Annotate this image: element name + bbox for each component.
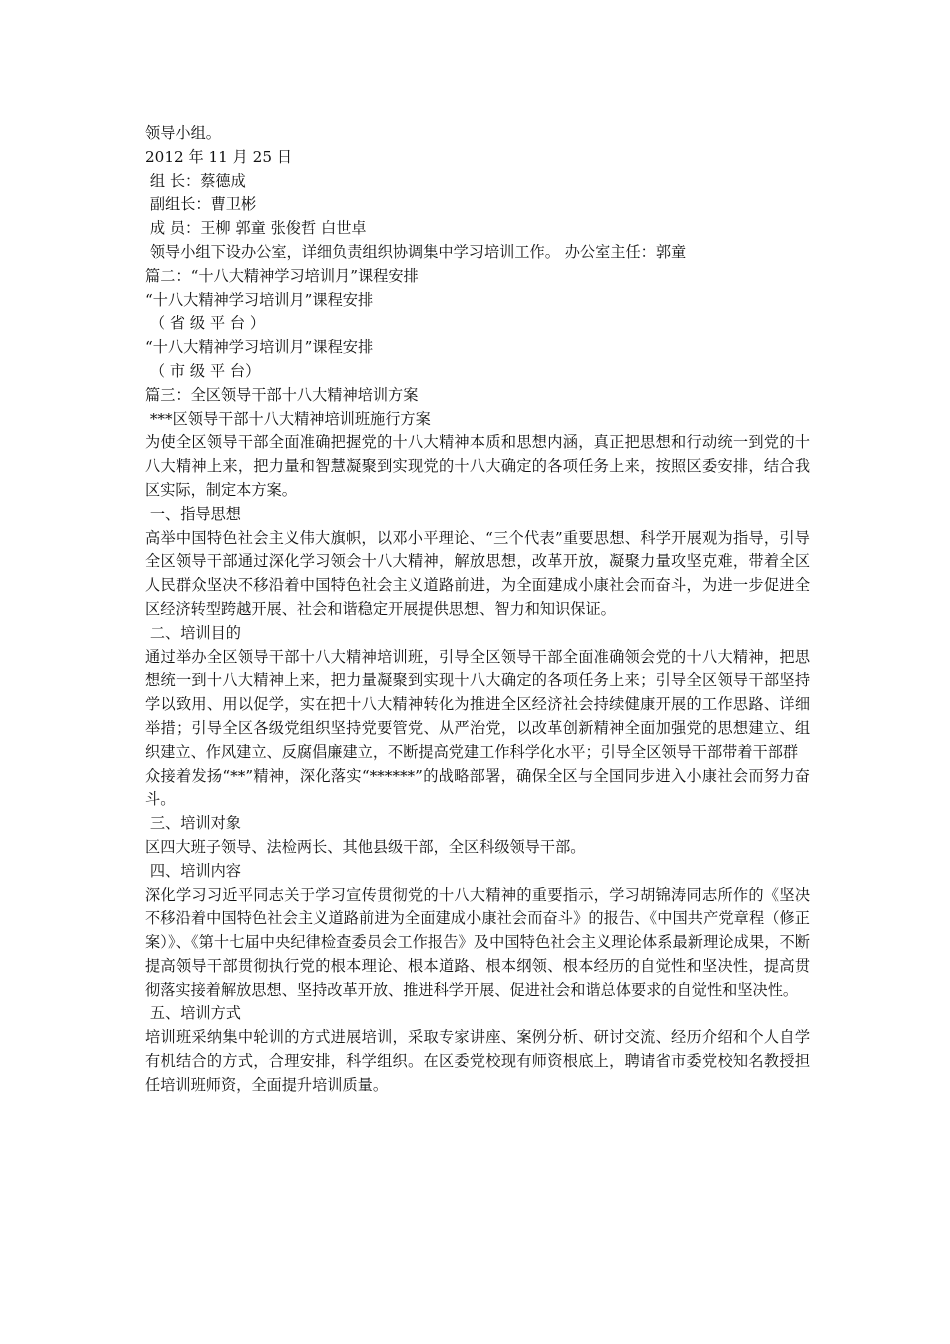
doc-section-heading-4: 四、培训内容: [145, 861, 241, 880]
doc-heading-part-two: 篇二：“十八大精神学习培训月”课程安排: [145, 266, 419, 285]
doc-platform-city: （ 市 级 平 台）: [145, 361, 261, 380]
doc-course-title-province: “十八大精神学习培训月”课程安排: [145, 290, 374, 309]
doc-paragraph-training-purpose-cont: 众接着发扬“**”精神，深化落实“******”的战略部署，确保全区与全国同步进入小康社会而努力奋斗。: [145, 766, 810, 809]
doc-paragraph-intro: 为使全区领导干部全面准确把握党的十八大精神本质和思想内涵，真正把思想和行动统一到党的十八大精神上来，把力量和智慧凝聚到实现党的十八大确定的各项任务上来，按照区委安排，结合我区实际，制定本方案。: [145, 433, 810, 499]
doc-line-members: 成 员：王柳 郭童 张俊哲 白世卓: [145, 219, 367, 238]
doc-section-heading-1: 一、指导思想: [145, 504, 241, 523]
doc-course-title-city: “十八大精神学习培训月”课程安排: [145, 338, 374, 357]
doc-section-heading-5: 五、培训方式: [145, 1004, 241, 1023]
doc-line-deputy-leader: 副组长：曹卫彬: [145, 195, 257, 214]
doc-platform-province: （ 省 级 平 台 ）: [145, 314, 266, 333]
doc-section-heading-2: 二、培训目的: [145, 623, 241, 642]
doc-heading-part-three: 篇三：全区领导干部十八大精神培训方案: [145, 385, 419, 404]
doc-paragraph-training-content: 深化学习习近平同志关于学习宣传贯彻党的十八大精神的重要指示，学习胡锦涛同志所作的《坚决不移沿着中国特色社会主义道路前进为全面建成小康社会而奋斗》的报告、《中国共产党章程（修正案）》、《第十七届中央纪律检查委员会工作报告》及中国特色社会主义理论体系最新理论成果，不断提高领导干部贯彻执行党的根本理论、根本道路、根本纲领、根本经历的自觉性和坚决性，提高贯彻落实接着解放思想、坚持改革开放、推进科学开展、促进社会和谐总体要求的自觉性和坚决性。: [145, 885, 810, 999]
doc-line-leader-group: 领导小组。: [145, 124, 221, 142]
doc-paragraph-training-targets: 区四大班子领导、法检两长、其他县级干部，全区科级领导干部。: [145, 837, 586, 856]
doc-date: 2012 年 11 月 25 日: [145, 147, 293, 166]
doc-section-heading-3: 三、培训对象: [145, 814, 241, 833]
doc-line-group-leader: 组 长：蔡德成: [145, 171, 246, 190]
doc-paragraph-guiding-thought: 高举中国特色社会主义伟大旗帜，以邓小平理论、“三个代表”重要思想、科学开展观为指导，引导全区领导干部通过深化学习领会十八大精神，解放思想，改革开放，凝聚力量攻坚克难，带着全区人民群众坚决不移沿着中国特色社会主义道路前进，为全面建成小康社会而奋斗，为进一步促进全区经济转型跨越开展、社会和谐稳定开展提供思想、智力和知识保证。: [145, 528, 810, 618]
doc-paragraph-training-method: 培训班采纳集中轮训的方式进展培训，采取专家讲座、案例分析、研讨交流、经历介绍和个人自学有机结合的方式，合理安排，科学组织。在区委党校现有师资根底上，聘请省市委党校知名教授担任培训班师资，全面提升培训质量。: [145, 1028, 810, 1094]
doc-paragraph-training-purpose: 通过举办全区领导干部十八大精神培训班，引导全区领导干部全面准确领会党的十八大精神，把思想统一到十八大精神上来，把力量凝聚到实现十八大确定的各项任务上来；引导全区领导干部坚持学以致用、用以促学，实在把十八大精神转化为推进全区经济社会持续健康开展的工作思路、详细举措；引导全区各级党组织坚持党要管党、从严治党，以改革创新精神全面加强党的思想建立、组织建立、作风建立、反腐倡廉建立，不断提高党建工作科学化水平；引导全区领导干部带着干部群: [145, 647, 810, 761]
doc-plan-title: ***区领导干部十八大精神培训班施行方案: [145, 409, 431, 428]
doc-line-office: 领导小组下设办公室，详细负责组织协调集中学习培训工作。 办公室主任：郭童: [145, 242, 687, 261]
document-body: [145, 122, 810, 1098]
